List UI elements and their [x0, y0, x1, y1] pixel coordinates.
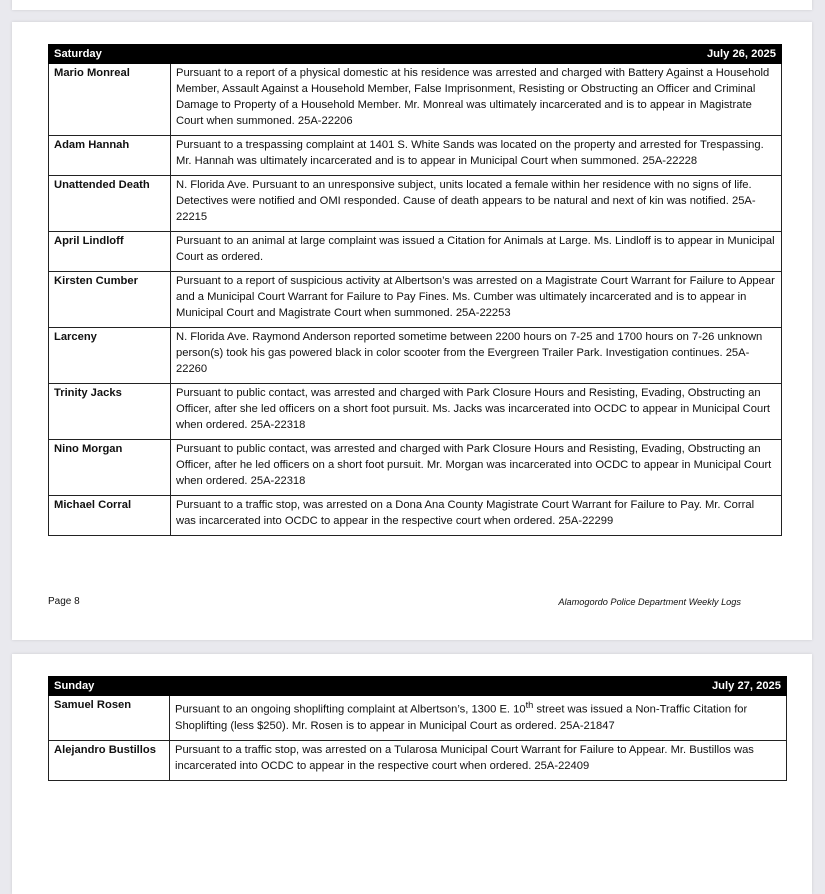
- entry-name: Adam Hannah: [49, 136, 171, 176]
- table-row: [49, 740, 787, 780]
- ordinal-suffix: th: [525, 700, 534, 710]
- entry-name: Unattended Death: [49, 176, 171, 232]
- table-row: [49, 272, 782, 328]
- entry-name: Larceny: [49, 328, 171, 384]
- entry-text: [170, 696, 787, 741]
- previous-page-sheet: [12, 0, 812, 10]
- entry-text: Pursuant to a traffic stop, was arrested on a Tularosa Municipal Court Warrant for Failure to Appear. Mr. Bustillos was incarcerated into OCDC to appear in the respective court when ordered. 25A-22409: [170, 740, 787, 780]
- entry-name: Samuel Rosen: [49, 696, 170, 741]
- table-row: [49, 440, 782, 496]
- entry-name: Alejandro Bustillos: [49, 740, 170, 780]
- entry-text: Pursuant to a report of a physical domestic at his residence was arrested and charged with Battery Against a Household Member, Assault Against a Household Member, False Imprisonment, Resisting or Obstructing an Officer and Criminal Damage to Property of a Household Member. Mr. Monreal was ultimately incarcerated and is to appear in Magistrate Court when summoned. 25A-22206: [171, 64, 782, 136]
- sunday-log-table: [48, 676, 787, 781]
- entry-text: Pursuant to public contact, was arrested and charged with Park Closure Hours and Resisting, Evading, Obstructing an Officer, after she led officers on a short foot pursuit. Ms. Jacks was incarcerated into OCDC to appear in Municipal Court when ordered. 25A-22318: [171, 384, 782, 440]
- table-row: [49, 176, 782, 232]
- table-row: [49, 696, 787, 741]
- entry-text: Pursuant to a trespassing complaint at 1401 S. White Sands was located on the property and arrested for Trespassing. Mr. Hannah was ultimately incarcerated and is to appear in Municipal Court when summoned. 25A-22228: [171, 136, 782, 176]
- entry-name: Trinity Jacks: [49, 384, 171, 440]
- saturday-log-table: [48, 44, 782, 536]
- entry-text: Pursuant to public contact, was arrested and charged with Park Closure Hours and Resisting, Evading, Obstructing an Officer, after he led officers on a short foot pursuit. Mr. Morgan was incarcerated into OCDC to appear in Municipal Court when ordered. 25A-22318: [171, 440, 782, 496]
- day-header-row: [49, 45, 782, 64]
- entry-text: N. Florida Ave. Raymond Anderson reported sometime between 2200 hours on 7-25 and 1700 hours on 7-26 unknown person(s) took his gas powered black in color scooter from the Evergreen Trailer Park. Investigation continues. 25A-22260: [171, 328, 782, 384]
- table-row: [49, 232, 782, 272]
- entry-name: Michael Corral: [49, 496, 171, 536]
- table-row: [49, 136, 782, 176]
- page-9-sheet: [12, 654, 812, 894]
- date-label: July 26, 2025: [171, 45, 782, 64]
- day-label: Sunday: [49, 677, 170, 696]
- entry-name: Mario Monreal: [49, 64, 171, 136]
- table-row: [49, 384, 782, 440]
- entry-text: Pursuant to a traffic stop, was arrested on a Dona Ana County Magistrate Court Warrant for Failure to Pay. Mr. Corral was incarcerated into OCDC to appear in the respective court when ordered. 25A-22299: [171, 496, 782, 536]
- table-row: [49, 496, 782, 536]
- footer-title: Alamogordo Police Department Weekly Logs: [558, 597, 741, 607]
- entry-text: Pursuant to an animal at large complaint was issued a Citation for Animals at Large. Ms. Lindloff is to appear in Municipal Court as ordered.: [171, 232, 782, 272]
- entry-text: N. Florida Ave. Pursuant to an unresponsive subject, units located a female within her residence with no signs of life. Detectives were notified and OMI responded. Cause of death appears to be natural and next of kin was notified. 25A-22215: [171, 176, 782, 232]
- table-row: [49, 64, 782, 136]
- entry-text-part: street was issued a Non-Traffic Citation for Shoplifting (less $250). Mr. Rosen is to appear in Municipal Court as ordered. 25A-21847: [175, 703, 748, 732]
- day-label: Saturday: [49, 45, 171, 64]
- page-8-sheet: [12, 22, 812, 640]
- date-label: July 27, 2025: [170, 677, 787, 696]
- entry-text-part: Pursuant to an ongoing shoplifting complaint at Albertson’s, 1300 E. 10: [175, 703, 526, 716]
- entry-name: Nino Morgan: [49, 440, 171, 496]
- entry-text: Pursuant to a report of suspicious activity at Albertson’s was arrested on a Magistrate Court Warrant for Failure to Appear and a Municipal Court Warrant for Failure to Pay Fines. Ms. Cumber was ultimately incarcerated and is to appear in Municipal Court and Magistrate Court when summoned. 25A-22253: [171, 272, 782, 328]
- entry-name: April Lindloff: [49, 232, 171, 272]
- day-header-row: [49, 677, 787, 696]
- page-number: Page 8: [48, 596, 80, 607]
- entry-name: Kirsten Cumber: [49, 272, 171, 328]
- table-row: [49, 328, 782, 384]
